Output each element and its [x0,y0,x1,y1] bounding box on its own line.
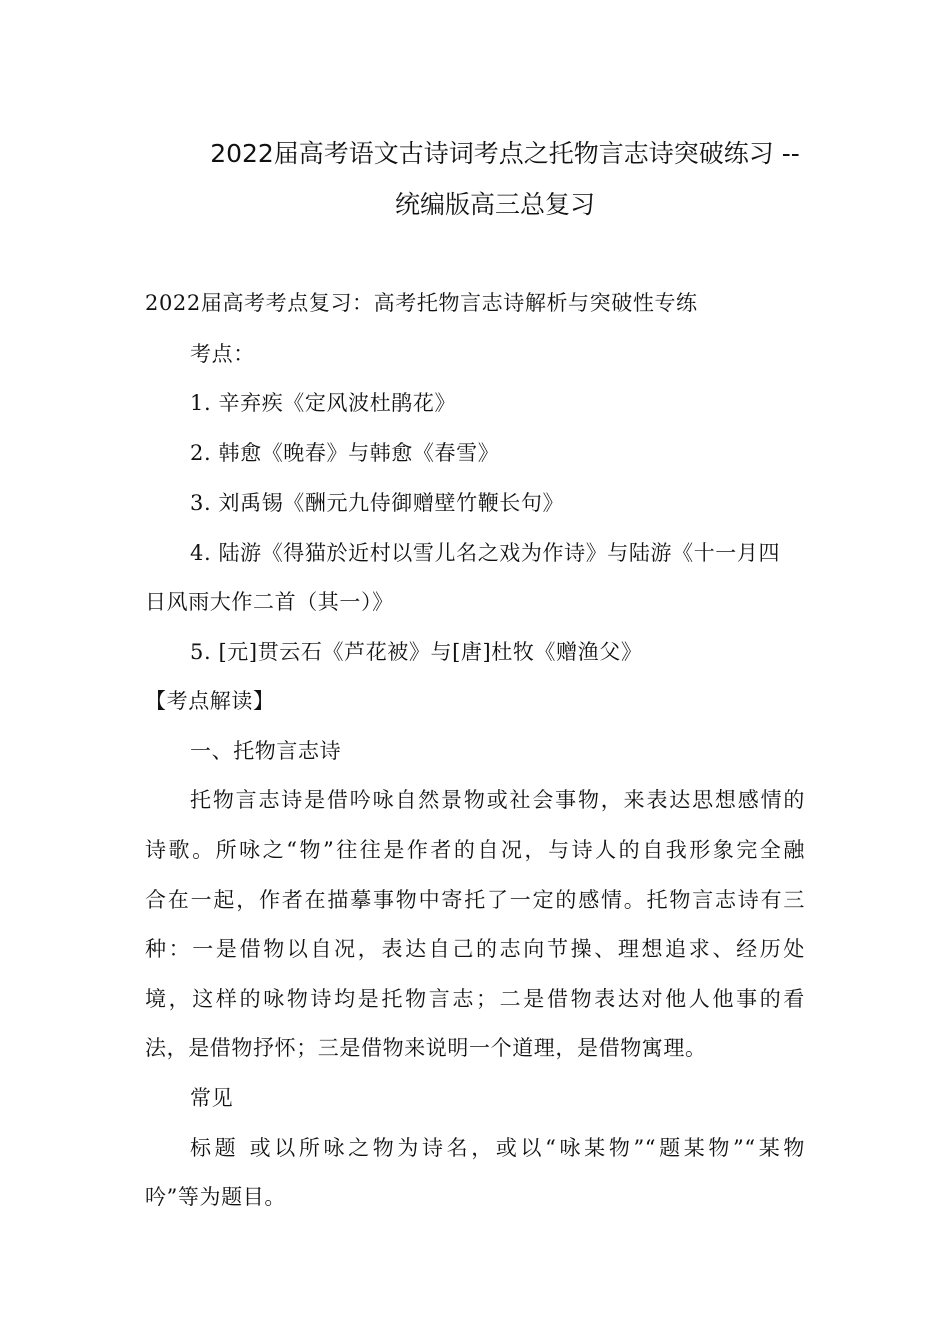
paragraph-line-2: 诗歌。所咏之“物”往往是作者的自况，与诗人的自我形象完全融 [145,838,805,862]
list-item-1: 1. 辛弃疾《定风波杜鹃花》 [190,391,457,415]
document-title-line-1: 2022届高考语文古诗词考点之托物言志诗突破练习 -- [210,139,800,168]
list-item-4-line-2: 日风雨大作二首（其一）》 [145,590,394,614]
document-title-line-2: 统编版高三总复习 [394,190,595,219]
kaodian-label: 考点： [190,342,255,366]
list-item-5: 5. [元]贯云石《芦花被》与[唐]杜牧《赠渔父》 [190,640,643,664]
biaoti-line-2: 吟”等为题目。 [145,1185,286,1209]
changjian-label: 常见 [190,1086,234,1110]
biaoti-line-1: 标题 或以所咏之物为诗名，或以“咏某物”“题某物”“某物 [190,1136,805,1160]
list-item-3: 3. 刘禹锡《酬元九侍御赠壁竹鞭长句》 [190,491,565,515]
paragraph-line-4: 种：一是借物以自况，表达自己的志向节操、理想追求、经历处 [145,937,805,961]
paragraph-line-3: 合在一起，作者在描摹事物中寄托了一定的感情。托物言志诗有三 [145,888,805,912]
paragraph-line-1: 托物言志诗是借吟咏自然景物或社会事物，来表达思想感情的 [190,788,805,812]
subtitle: 2022届高考考点复习：高考托物言志诗解析与突破性专练 [145,291,698,315]
subheading: 一、托物言志诗 [190,739,342,763]
list-item-4-line-1: 4. 陆游《得猫於近村以雪儿名之戏为作诗》与陆游《十一月四 [190,541,781,565]
paragraph-line-5: 境，这样的咏物诗均是托物言志；二是借物表达对他人他事的看 [145,987,805,1011]
section-heading: 【考点解读】 [145,689,275,713]
paragraph-line-6: 法，是借物抒怀；三是借物来说明一个道理，是借物寓理。 [145,1036,707,1060]
list-item-2: 2. 韩愈《晚春》与韩愈《春雪》 [190,441,500,465]
